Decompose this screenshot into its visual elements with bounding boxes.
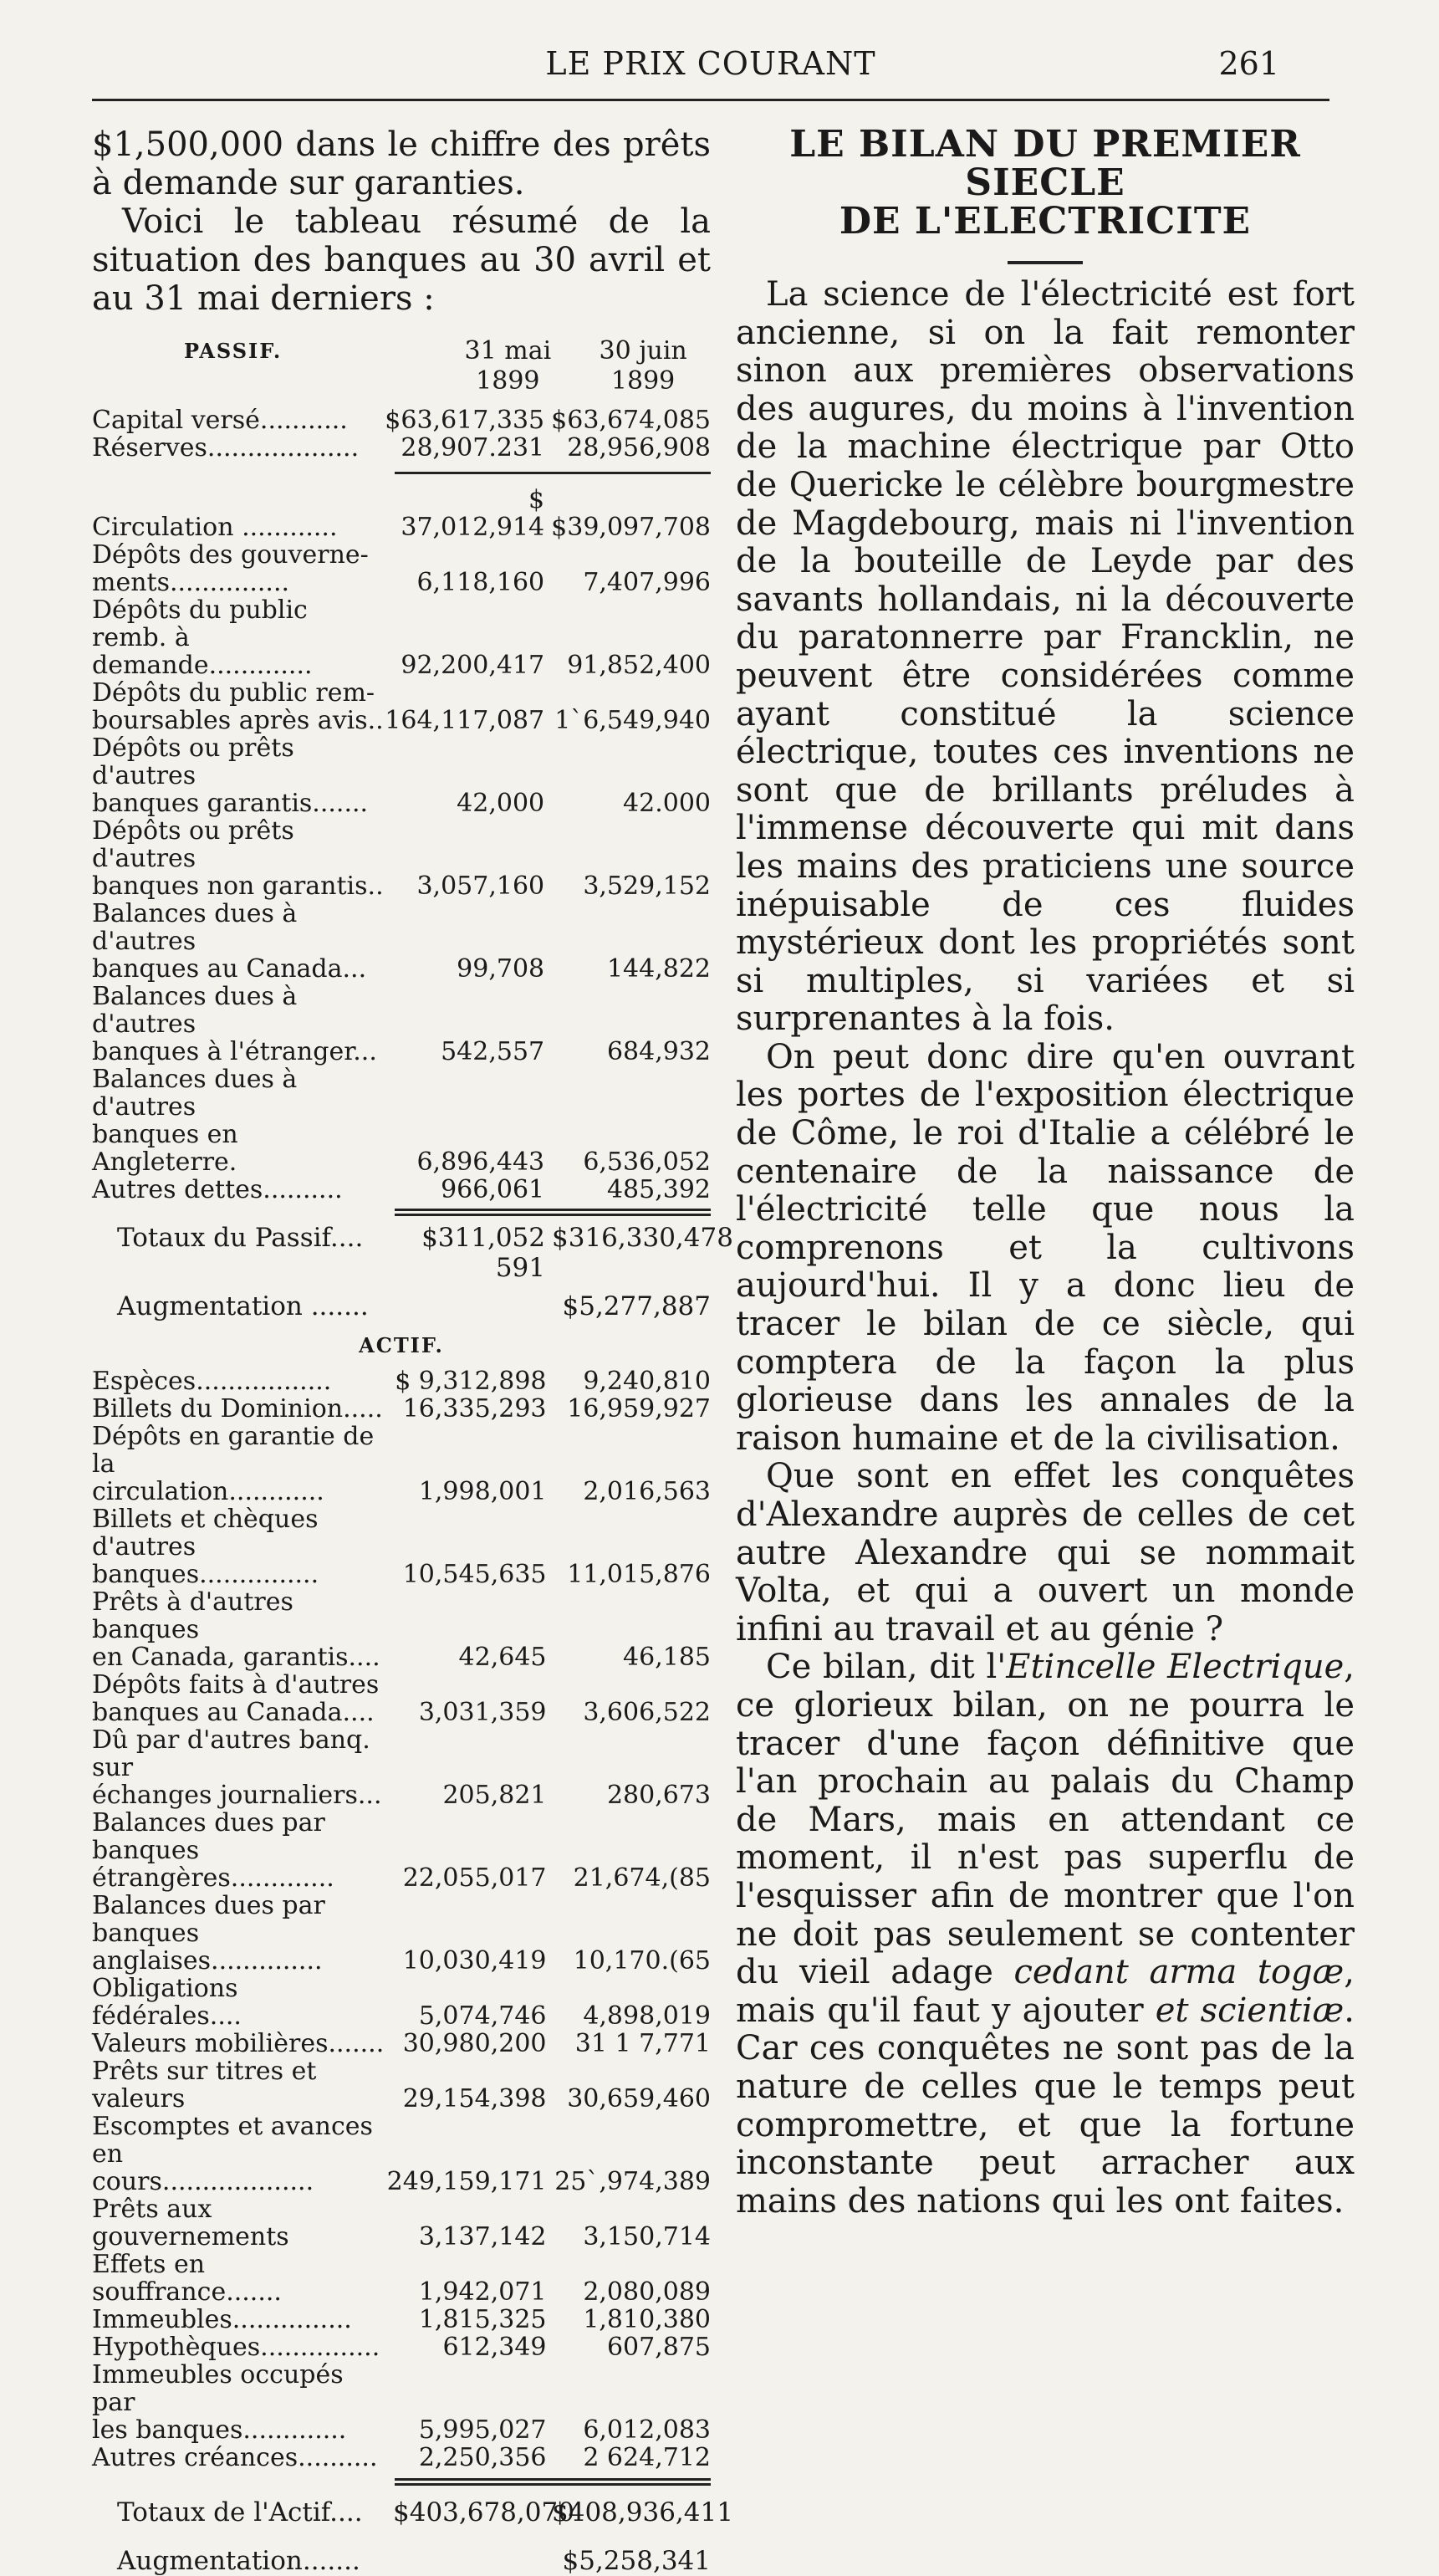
table-row	[92, 1643, 711, 1671]
row-value-col1: 205,821	[442, 1781, 547, 1810]
row-label: Immeubles occupés par	[92, 2360, 344, 2417]
row-value-col1: 22,055,017	[402, 1863, 547, 1893]
table-row	[92, 679, 711, 707]
row-value-col1: 42,000	[457, 789, 545, 818]
passif-label: PASSIF.	[184, 339, 283, 363]
row-label: Billets du Dominion.....	[92, 1394, 383, 1423]
row-value-col2: 7,407,996	[583, 568, 711, 597]
row-label: Balances dues à d'autres	[92, 1065, 298, 1122]
actif-table	[92, 1367, 711, 2471]
table-row	[92, 596, 711, 652]
row-value-col1	[387, 1505, 554, 1561]
row-value-col2: 6,012,083	[583, 2415, 711, 2445]
table-row	[92, 2057, 711, 2113]
row-label: Dépôts du public remb. à	[92, 595, 308, 652]
row-label: Balances dues à d'autres	[92, 899, 298, 956]
table-row	[92, 2195, 711, 2251]
table-row	[92, 2168, 711, 2195]
row-label: Prêts aux gouvernements	[92, 2195, 289, 2251]
row-value-col2: 6,536,052	[583, 1147, 711, 1177]
row-label: Immeubles...............	[92, 2305, 352, 2334]
row-value-col2	[554, 1505, 712, 1561]
row-label: circulation............	[92, 1477, 324, 1506]
row-value-col1	[385, 900, 551, 955]
row-value-col1	[387, 1726, 554, 1781]
article-paragraph-3: Que sont en effet les conquêtes d'Alexandre auprès de celles de cet autre Alexandre qui se nommait Volta, et qui a ouvert un monde infini au travail et au génie ?	[736, 1457, 1355, 1648]
col1-header: 31 mai 1899	[464, 336, 552, 396]
actif-total-row: Totaux de l'Actif.... $403,678,070 $408,936,411	[117, 2497, 733, 2527]
row-value-col2: 684,932	[606, 1037, 711, 1066]
row-value-col1: 542,557	[441, 1037, 545, 1066]
row-value-col1: $ 37,012,914	[401, 485, 545, 542]
row-value-col2	[551, 1066, 711, 1121]
row-value-col2: 91,852,400	[567, 651, 711, 680]
row-label: Dépôts des gouverne-	[92, 540, 369, 570]
row-value-col2: 31 1 7,771	[574, 2029, 711, 2058]
row-label: Circulation ............	[92, 513, 338, 542]
table-row	[92, 2113, 711, 2168]
row-value-col1: 2,250,356	[418, 2443, 547, 2472]
row-label: Hypothèques...............	[92, 2333, 380, 2362]
col2-header: 30 juin 1899	[599, 336, 687, 396]
table-row	[92, 1121, 711, 1176]
row-label: banques à l'étranger...	[92, 1037, 377, 1066]
row-value-col1	[385, 1066, 551, 1121]
table-row	[92, 1892, 711, 1947]
table-row	[92, 955, 711, 983]
row-label: échanges journaliers...	[92, 1781, 382, 1810]
table-row	[92, 1947, 711, 1975]
row-value-col1	[387, 1423, 554, 1478]
row-value-col1: 612,349	[442, 2333, 547, 2362]
row-value-col1: 3,031,359	[418, 1698, 547, 1727]
table-row	[92, 734, 711, 790]
row-value-col2: 42.000	[623, 789, 711, 818]
row-value-col2: 30,659,460	[567, 2084, 711, 2113]
row-value-col1	[385, 734, 551, 790]
row-value-col2: 485,392	[606, 1175, 711, 1204]
row-label: banques au Canada...	[92, 954, 367, 984]
row-value-col2: 11,015,876	[567, 1560, 711, 1589]
row-value-col1: 30,980,200	[402, 2029, 547, 2058]
row-value-col2	[554, 1423, 712, 1478]
row-value-col1	[385, 817, 551, 872]
row-label: Effets en souffrance.......	[92, 2250, 282, 2307]
row-value-col1	[385, 596, 551, 652]
table-row	[92, 1726, 711, 1781]
article-title-line1: LE BILAN DU PREMIER SIECLE	[789, 123, 1301, 204]
passif-total-row: Totaux du Passif.... $311,052 591 $316,330,478	[117, 1223, 733, 1283]
row-value-col2	[554, 1588, 712, 1643]
row-value-col2	[554, 1809, 712, 1864]
row-label: Dépôts ou prêts d'autres	[92, 733, 294, 790]
table-row	[92, 790, 711, 817]
row-value-col2: 46,185	[623, 1643, 711, 1672]
table-row	[92, 1423, 711, 1478]
row-label: boursables après avis..	[92, 706, 384, 735]
row-value-col2	[551, 734, 711, 790]
row-label: Espèces.................	[92, 1367, 332, 1396]
row-value-col1	[385, 983, 551, 1038]
row-value-col2: $39,097,708	[551, 513, 711, 542]
row-label: Dépôts faits à d'autres	[92, 1670, 380, 1699]
row-value-col2: 25`,974,389	[554, 2167, 711, 2196]
row-label: Capital versé...........	[92, 406, 348, 435]
rule	[395, 2478, 711, 2481]
row-value-col1	[387, 1892, 554, 1947]
table-row	[92, 2251, 711, 2306]
row-value-col2: 4,898,019	[583, 2001, 711, 2031]
table-row	[92, 2416, 711, 2444]
row-value-col2	[551, 679, 711, 707]
row-label: banques garantis.......	[92, 789, 369, 818]
passif-table-group2	[92, 486, 711, 1204]
row-value-col2	[554, 2113, 712, 2168]
table-row	[92, 1975, 711, 2030]
table-row	[92, 1395, 711, 1423]
row-label: Dû par d'autres banq. sur	[92, 1725, 370, 1782]
rule	[395, 2483, 711, 2486]
row-value-col2: 16,959,927	[567, 1394, 711, 1423]
row-label: Dépôts du public rem-	[92, 678, 375, 708]
row-value-col1	[385, 679, 551, 707]
page-number: 261	[1218, 45, 1279, 82]
row-label: ments...............	[92, 568, 290, 597]
intro-paragraph-2: Voici le tableau résumé de la situation des banques au 30 avril et au 31 mai derniers :	[92, 202, 711, 318]
row-value-col1: 3,057,160	[416, 871, 545, 901]
row-value-col1: 1,998,001	[418, 1477, 547, 1506]
table-row	[92, 983, 711, 1038]
table-row	[92, 1781, 711, 1809]
table-row	[92, 900, 711, 955]
row-value-col2	[551, 983, 711, 1038]
row-label: Prêts sur titres et valeurs	[92, 2057, 317, 2113]
table-row	[92, 2444, 711, 2471]
table-row	[92, 1561, 711, 1588]
row-value-col2	[551, 596, 711, 652]
row-value-col2	[554, 1726, 712, 1781]
row-label: Escomptes et avances en	[92, 2112, 373, 2169]
row-label: anglaises..............	[92, 1946, 323, 1975]
row-value-col1: 5,074,746	[418, 2001, 547, 2031]
table-column-header	[92, 336, 711, 396]
table-row	[92, 569, 711, 596]
row-value-col2: 1`6,549,940	[554, 706, 711, 735]
table-row	[92, 1478, 711, 1505]
row-label: banques...............	[92, 1560, 319, 1589]
passif-augmentation-row: Augmentation ....... $5,277,887	[117, 1291, 711, 1321]
article-title-line2: DE L'ELECTRICITE	[839, 200, 1252, 243]
row-value-col2	[551, 817, 711, 872]
row-value-col2: 280,673	[606, 1781, 711, 1810]
left-column	[92, 125, 733, 2576]
row-value-col1: 5,995,027	[418, 2415, 547, 2445]
running-title: LE PRIX COURANT	[545, 45, 876, 82]
row-label: en Canada, garantis....	[92, 1643, 380, 1672]
article-paragraph-2: On peut donc dire qu'en ouvrant les portes de l'exposition électrique de Côme, le roi d'Italie a célébré le centenaire de la naissance de l'électricité telle que nous la comprenons et la cultivons aujourd'hui. Il y a donc lieu de tracer le bilan de ce siècle, qui comptera de la façon la plus glorieuse dans les annales de la raison humaine et de la civilisation.	[736, 1037, 1355, 1458]
row-value-col1: 1,942,071	[418, 2277, 547, 2307]
row-value-col1: 16,335,293	[402, 1394, 547, 1423]
article-paragraph-1: La science de l'électricité est fort ancienne, si on la fait remonter sinon aux premières observations des augures, du moins à l'invention de la machine électrique par Otto de Quericke le célèbre bourgmestre de Magdebourg, mais ni l'invention de la bouteille de Leyde par des savants hollandais, ni la découverte du paratonnerre par Francklin, ne peuvent être considérées comme ayant constitué la science électrique, toutes ces inventions ne sont que de brillants préludes à l'immense découverte qui mit dans les mains des praticiens une source inépuisable de ces fluides mystérieux dont les propriétés sont si multiples, si variées et si surprenantes à la fois.	[736, 275, 1355, 1039]
page-header	[92, 40, 1329, 101]
row-value-col2	[554, 1671, 712, 1699]
row-value-col1: 29,154,398	[402, 2084, 547, 2113]
row-value-col1: 249,159,171	[386, 2167, 547, 2196]
passif-table-group1	[92, 406, 711, 462]
row-value-col2	[554, 1892, 712, 1947]
row-value-col1: 164,117,087	[385, 706, 545, 735]
row-value-col2: 607,875	[606, 2333, 711, 2362]
row-value-col1	[385, 541, 551, 569]
row-label: Prêts à d'autres banques	[92, 1587, 293, 1644]
table-row	[92, 1809, 711, 1864]
table-row	[92, 1367, 711, 1395]
row-value-col1: 28,907.231	[401, 433, 545, 463]
row-label: Obligations fédérales....	[92, 1974, 242, 2031]
row-value-col1: $ 9,312,898	[395, 1367, 547, 1396]
table-row	[92, 652, 711, 679]
table-row	[92, 1176, 711, 1204]
table-row	[92, 1066, 711, 1121]
row-label: Dépôts ou prêts d'autres	[92, 816, 294, 873]
row-label: les banques.............	[92, 2415, 347, 2445]
rule	[395, 1209, 711, 1211]
row-value-col2: 2,016,563	[583, 1477, 711, 1506]
row-value-col1	[387, 2113, 554, 2168]
row-value-col1: 6,118,160	[416, 568, 545, 597]
table-row	[92, 707, 711, 734]
row-value-col1: 99,708	[457, 954, 545, 984]
row-label: Réserves...................	[92, 433, 360, 463]
row-value-col2: 2 624,712	[583, 2443, 711, 2472]
actif-augmentation-row: Augmentation....... $5,258,341	[117, 2546, 711, 2576]
table-row	[92, 541, 711, 569]
row-label: Balances dues par banques	[92, 1808, 325, 1865]
row-value-col2: 2,080,089	[583, 2277, 711, 2307]
table-row	[92, 1864, 711, 1892]
row-value-col2	[551, 541, 711, 569]
row-label: banques au Canada....	[92, 1698, 375, 1727]
row-label: Balances dues à d'autres	[92, 982, 298, 1039]
row-value-col1: 1,815,325	[418, 2305, 547, 2334]
table-row	[92, 486, 711, 541]
row-label: cours...................	[92, 2167, 314, 2196]
row-value-col2: 144,822	[606, 954, 711, 984]
table-row	[92, 1038, 711, 1066]
row-value-col2	[554, 2361, 712, 2416]
row-value-col1	[387, 1809, 554, 1864]
row-value-col2: 9,240,810	[583, 1367, 711, 1396]
row-value-col2: 3,150,714	[583, 2222, 711, 2251]
row-label: Billets et chèques d'autres	[92, 1505, 319, 1561]
row-value-col1: $63,617,335	[385, 406, 545, 435]
table-row	[92, 1699, 711, 1726]
row-value-col1	[387, 2361, 554, 2416]
table-row	[92, 2030, 711, 2057]
row-value-col1: 10,545,635	[402, 1560, 547, 1589]
row-value-col2: $63,674,085	[551, 406, 711, 435]
table-row	[92, 406, 711, 434]
rule	[395, 472, 711, 474]
row-label: Autres dettes..........	[92, 1175, 343, 1204]
table-row	[92, 872, 711, 900]
table-row	[92, 817, 711, 872]
table-row	[92, 1588, 711, 1643]
row-label: Autres créances..........	[92, 2443, 378, 2472]
row-value-col1: 42,645	[458, 1643, 547, 1672]
row-value-col2: 1,810,380	[583, 2305, 711, 2334]
table-row	[92, 1505, 711, 1561]
table-row	[92, 2361, 711, 2416]
row-value-col1: 6,896,443	[416, 1147, 545, 1177]
row-label: étrangères.............	[92, 1863, 334, 1893]
row-value-col2: 10,170.(65	[573, 1946, 711, 1975]
table-row	[92, 1671, 711, 1699]
row-label: Dépôts en garantie de la	[92, 1422, 375, 1479]
row-value-col2	[551, 900, 711, 955]
title-rule	[1008, 261, 1083, 264]
table-row	[92, 2333, 711, 2361]
row-value-col1	[387, 1671, 554, 1699]
row-label: Valeurs mobilières.......	[92, 2029, 385, 2058]
row-value-col2: 3,529,152	[583, 871, 711, 901]
row-label: Balances dues par banques	[92, 1891, 325, 1948]
actif-label: ACTIF.	[359, 1333, 444, 1357]
row-value-col1	[387, 1588, 554, 1643]
row-value-col2: 28,956,908	[567, 433, 711, 463]
right-column	[736, 125, 1355, 2221]
row-label: banques non garantis..	[92, 871, 384, 901]
table-row	[92, 2306, 711, 2333]
intro-text	[92, 125, 711, 318]
row-value-col1: 92,200,417	[401, 651, 545, 680]
row-value-col1: 3,137,142	[418, 2222, 547, 2251]
article-paragraph-4: Ce bilan, dit l'Etincelle Electrique, ce glorieux bilan, on ne pourra le tracer d'une façon définitive que l'an prochain au palais du Champ de Mars, mais en attendant ce moment, il n'est pas superflu de l'esquisser afin de montrer que l'on ne doit pas seulement se contenter du vieil adage cedant arma togæ, mais qu'il faut y ajouter et scientiæ. Car ces conquêtes ne sont pas de la nature de celles que le temps peut compromettre, et que la fortune inconstante peut arracher aux mains des nations qui les ont faites.	[736, 1648, 1355, 2221]
row-value-col1: 10,030,419	[402, 1946, 547, 1975]
row-value-col1: 966,061	[441, 1175, 545, 1204]
table-row	[92, 434, 711, 462]
row-label: banques en Angleterre.	[92, 1120, 238, 1177]
row-label: demande.............	[92, 651, 313, 680]
rule	[395, 1214, 711, 1216]
intro-paragraph-1: $1,500,000 dans le chiffre des prêts à demande sur garanties.	[92, 125, 711, 202]
row-value-col2: 21,674,(85	[573, 1863, 711, 1893]
row-value-col2: 3,606,522	[583, 1698, 711, 1727]
